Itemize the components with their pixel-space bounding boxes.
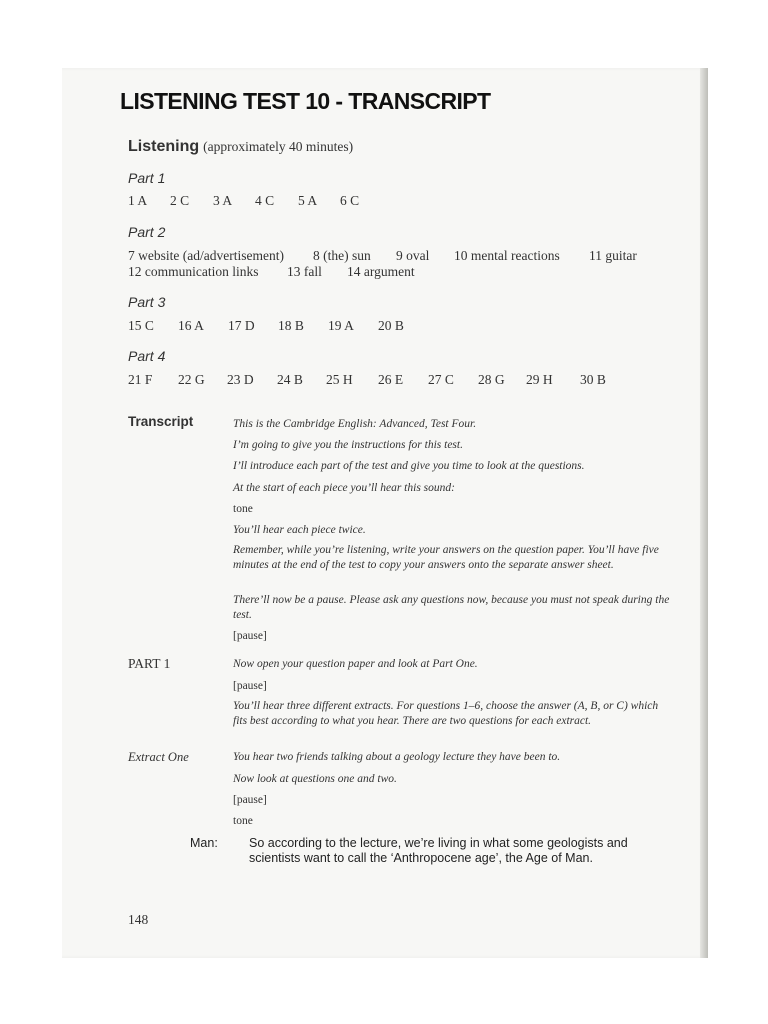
answer-21: 21 F (128, 372, 153, 387)
speech-text: So according to the lecture, we’re living in what some geologists and scientists want to call the ‘Anthropocene age’, the Age of Man. (249, 836, 628, 865)
answer-29: 29 H (526, 372, 553, 387)
answer-10: 10 mental reactions (454, 248, 560, 263)
part-1-line: [pause] (233, 680, 267, 692)
answer-3: 3 A (213, 193, 233, 208)
page-spine-shadow (700, 68, 708, 958)
page-number: 148 (128, 912, 149, 927)
answer-28: 28 G (478, 372, 505, 387)
answer-16: 16 A (178, 318, 204, 333)
answer-7: 7 website (ad/advertisement) (128, 248, 284, 263)
answer-27: 27 C (428, 372, 454, 387)
answer-13: 13 fall (287, 264, 322, 279)
transcript-line: At the start of each piece you’ll hear this sound: (233, 482, 455, 494)
part-4-label: Part 4 (128, 348, 166, 364)
answer-26: 26 E (378, 372, 404, 387)
part-1-paragraph: You’ll hear three different extracts. For questions 1–6, choose the answer (A, B, or C) which fits best according to what you hear. There are two questions for each extract. (233, 700, 659, 727)
extract-one-line: [pause] (233, 794, 267, 806)
answer-11: 11 guitar (589, 248, 637, 263)
answer-24: 24 B (277, 372, 303, 387)
extract-one-line: Now look at questions one and two. (233, 773, 397, 785)
page-title: LISTENING TEST 10 - TRANSCRIPT (120, 88, 491, 114)
answer-2: 2 C (170, 193, 190, 208)
extract-one-line: tone (233, 815, 253, 827)
transcript-line: I’ll introduce each part of the test and give you time to look at the questions. (233, 460, 585, 472)
answer-18: 18 B (278, 318, 304, 333)
transcript-line: I’m going to give you the instructions for this test. (233, 439, 463, 451)
answer-4: 4 C (255, 193, 275, 208)
answer-5: 5 A (298, 193, 318, 208)
transcript-line: You’ll hear each piece twice. (233, 524, 366, 536)
part-1-line: Now open your question paper and look at Part One. (233, 658, 478, 670)
answer-8: 8 (the) sun (313, 248, 371, 263)
speaker-label: Man: (190, 836, 218, 850)
transcript-heading: Transcript (128, 414, 194, 429)
listening-heading (128, 138, 353, 156)
answer-20: 20 B (378, 318, 404, 333)
part-3-label: Part 3 (128, 294, 166, 310)
extract-one-line: You hear two friends talking about a geology lecture they have been to. (233, 751, 561, 763)
part-1-section-label: PART 1 (128, 656, 171, 671)
answer-12: 12 communication links (128, 264, 259, 279)
answer-1: 1 A (128, 193, 148, 208)
answer-17: 17 D (228, 318, 255, 333)
duration-note: (approximately 40 minutes) (203, 139, 354, 154)
answer-30: 30 B (580, 372, 606, 387)
listening-label: Listening (128, 138, 200, 155)
answer-23: 23 D (227, 372, 254, 387)
answer-15: 15 C (128, 318, 154, 333)
part-1-label: Part 1 (128, 170, 166, 186)
part-2-label: Part 2 (128, 224, 166, 240)
answer-9: 9 oval (396, 248, 430, 263)
answer-14: 14 argument (347, 264, 415, 279)
answer-22: 22 G (178, 372, 205, 387)
answer-6: 6 C (340, 193, 360, 208)
transcript-line: [pause] (233, 630, 267, 642)
transcript-paragraph: Remember, while you’re listening, write your answers on the question paper. You’ll have five minutes at the end of the test to copy your answers onto the separate answer sheet. (233, 544, 659, 571)
answer-25: 25 H (326, 372, 353, 387)
transcript-paragraph: There’ll now be a pause. Please ask any questions now, because you must not speak during the test. (233, 594, 670, 621)
transcript-line: tone (233, 503, 253, 515)
extract-one-label: Extract One (128, 750, 189, 764)
transcript-line: This is the Cambridge English: Advanced, Test Four. (233, 418, 477, 430)
answer-19: 19 A (328, 318, 354, 333)
